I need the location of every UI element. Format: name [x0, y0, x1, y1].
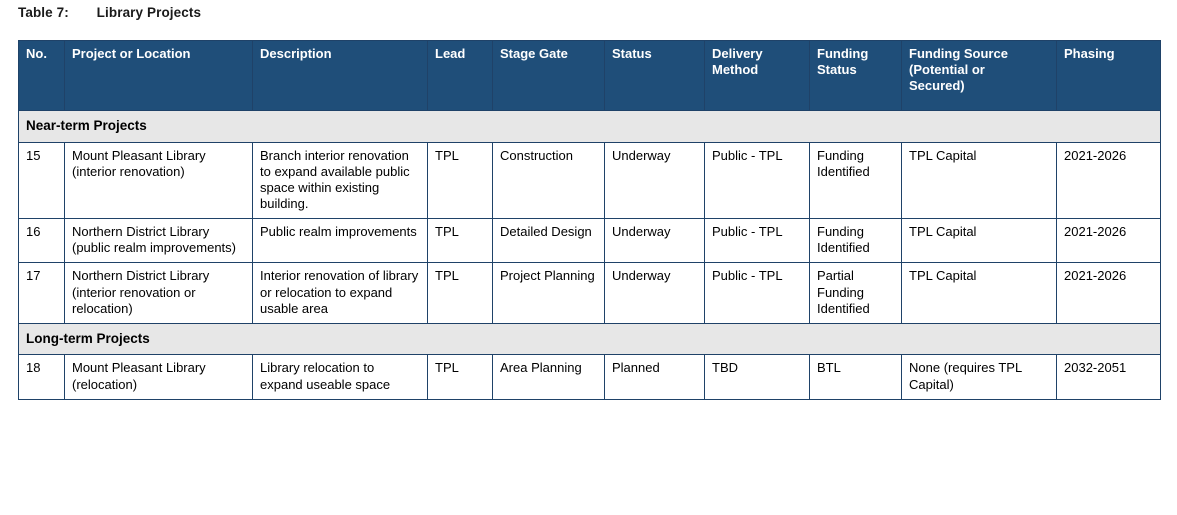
column-header-description: Description — [253, 41, 428, 111]
cell-delivery-method: Public - TPL — [705, 219, 810, 263]
cell-status: Underway — [605, 142, 705, 218]
table-row — [19, 142, 1161, 218]
cell-funding-source: None (requires TPL Capital) — [902, 355, 1057, 399]
table-caption-title: Library Projects — [96, 5, 202, 20]
cell-delivery-method: TBD — [705, 355, 810, 399]
column-header-delivery-method — [705, 41, 810, 111]
cell-funding-source: TPL Capital — [902, 219, 1057, 263]
column-header-funding-source — [902, 41, 1057, 111]
cell-stage-gate: Construction — [493, 142, 605, 218]
cell-status: Planned — [605, 355, 705, 399]
column-header-project-or-location: Project or Location — [65, 41, 253, 111]
table-header — [19, 41, 1161, 111]
cell-lead: TPL — [428, 142, 493, 218]
column-header-stage-gate: Stage Gate — [493, 41, 605, 111]
cell-stage-gate: Area Planning — [493, 355, 605, 399]
cell-status: Underway — [605, 263, 705, 323]
library-projects-table — [18, 40, 1161, 400]
column-header-lead: Lead — [428, 41, 493, 111]
cell-funding-status: Funding Identified — [810, 219, 902, 263]
cell-delivery-method: Public - TPL — [705, 263, 810, 323]
column-header-funding-source-line2: (Potential or — [909, 62, 985, 78]
cell-lead: TPL — [428, 219, 493, 263]
column-header-delivery-method-line1: Delivery — [712, 46, 763, 61]
section-header-label-near-term: Near-term Projects — [19, 111, 1161, 143]
column-header-delivery-method-line2: Method — [712, 62, 759, 78]
cell-stage-gate: Project Planning — [493, 263, 605, 323]
cell-phasing: 2021-2026 — [1057, 219, 1161, 263]
column-header-funding-status-line1: Funding — [817, 46, 869, 61]
cell-no: 17 — [19, 263, 65, 323]
cell-no: 15 — [19, 142, 65, 218]
column-header-phasing: Phasing — [1057, 41, 1161, 111]
cell-funding-source: TPL Capital — [902, 263, 1057, 323]
cell-description: Public realm improvements — [253, 219, 428, 263]
cell-phasing: 2021-2026 — [1057, 142, 1161, 218]
cell-phasing: 2021-2026 — [1057, 263, 1161, 323]
column-header-funding-source-line1: Funding Source — [909, 46, 1008, 61]
cell-funding-status: Funding Identified — [810, 142, 902, 218]
cell-funding-status: BTL — [810, 355, 902, 399]
cell-project-or-location: Mount Pleasant Library (relocation) — [65, 355, 253, 399]
cell-description: Library relocation to expand useable space — [253, 355, 428, 399]
cell-no: 18 — [19, 355, 65, 399]
section-header-row — [19, 111, 1161, 143]
cell-delivery-method: Public - TPL — [705, 142, 810, 218]
table-body — [19, 111, 1161, 400]
table-caption-label: Table 7: — [18, 5, 69, 20]
section-header-row — [19, 323, 1161, 355]
column-header-funding-source-line3: Secured) — [909, 78, 965, 94]
table-row — [19, 355, 1161, 399]
column-header-status: Status — [605, 41, 705, 111]
column-header-funding-status — [810, 41, 902, 111]
cell-description: Branch interior renovation to expand available public space within existing building. — [253, 142, 428, 218]
cell-project-or-location: Northern District Library (interior renovation or relocation) — [65, 263, 253, 323]
table-row — [19, 219, 1161, 263]
cell-funding-source: TPL Capital — [902, 142, 1057, 218]
table-header-row — [19, 41, 1161, 111]
cell-description: Interior renovation of library or relocation to expand usable area — [253, 263, 428, 323]
cell-project-or-location: Northern District Library (public realm improvements) — [65, 219, 253, 263]
cell-project-or-location: Mount Pleasant Library (interior renovation) — [65, 142, 253, 218]
cell-lead: TPL — [428, 263, 493, 323]
cell-lead: TPL — [428, 355, 493, 399]
column-header-funding-status-line2: Status — [817, 62, 857, 78]
section-header-label-long-term: Long-term Projects — [19, 323, 1161, 355]
table-caption — [18, 5, 201, 20]
cell-no: 16 — [19, 219, 65, 263]
table-row — [19, 263, 1161, 323]
cell-funding-status: Partial Funding Identified — [810, 263, 902, 323]
cell-phasing: 2032-2051 — [1057, 355, 1161, 399]
column-header-no: No. — [19, 41, 65, 111]
cell-stage-gate: Detailed Design — [493, 219, 605, 263]
cell-status: Underway — [605, 219, 705, 263]
